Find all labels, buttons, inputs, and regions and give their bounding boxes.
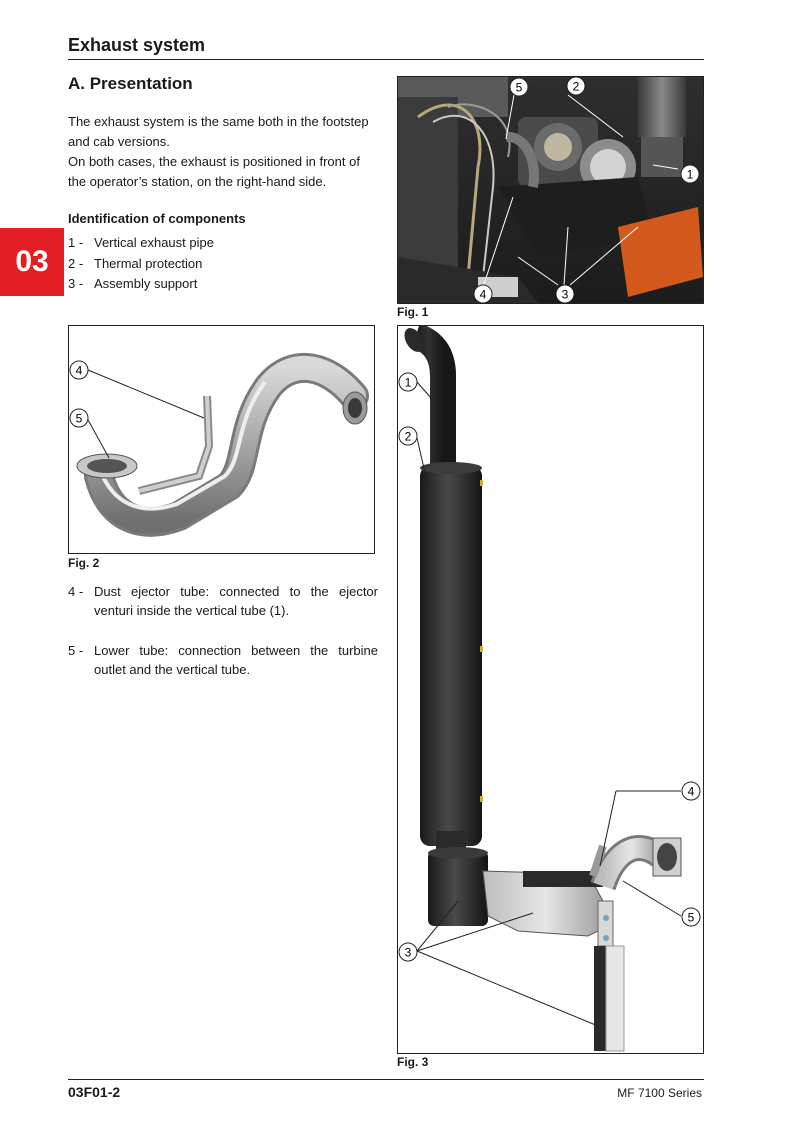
item-label: Assembly support [94,276,198,291]
note-5 [68,641,378,679]
callout-4 [682,782,700,800]
callout-5 [70,409,88,427]
item-label: Thermal protection [94,255,203,271]
intro-paragraph-1: The exhaust system is the same both in the footstep and cab versions. [68,114,369,149]
item-number: 3 - [68,276,84,291]
svg-text:2: 2 [572,79,580,94]
svg-text:4: 4 [75,363,83,378]
svg-text:5: 5 [515,80,523,95]
svg-text:3: 3 [404,945,412,960]
svg-text:1: 1 [686,167,694,182]
figure-3 [397,325,704,1054]
item-label: Vertical exhaust pipe [94,235,214,250]
figure-2 [68,325,375,554]
chapter-tab: 03 [0,228,64,296]
figure-1-image [398,77,703,303]
footer-rule [68,1079,704,1080]
svg-text:4: 4 [687,784,695,799]
note-text: Lower tube: connection between the turbine outlet and the vertical tube. [94,643,378,677]
item-number: 1 - [68,235,84,250]
svg-text:3: 3 [561,287,569,302]
svg-text:2: 2 [404,429,412,444]
intro-paragraph-2: On both cases, the exhaust is positioned in front of the operator’s station, on the right-hand side. [68,154,360,189]
callout-5 [682,908,700,926]
figure-3-label: Fig. 3 [397,1055,429,1069]
figure-1 [397,76,704,304]
callout-2 [399,427,417,445]
note-text: Dust ejector tube: connected to the ejector venturi inside the vertical tube (1). [94,584,378,618]
callout-3 [556,285,574,303]
svg-text:1: 1 [404,375,412,390]
figure-3-image [398,326,703,1053]
footer-series: MF 7100 Series [617,1086,702,1100]
intro-text [68,112,378,192]
callout-5 [510,78,528,96]
figure-2-image [69,326,374,553]
callout-4 [70,361,88,379]
identification-heading: Identification of components [68,211,246,226]
note-number: 5 - [68,643,84,658]
svg-text:4: 4 [479,287,487,302]
callout-3 [399,943,417,961]
note-4 [68,582,378,620]
section-title: A. Presentation [68,74,193,93]
header-rule [68,59,704,60]
callout-1 [681,165,699,183]
note-number: 4 - [68,584,84,599]
item-number: 2 - [68,255,84,271]
svg-text:5: 5 [75,411,83,426]
footer-page-code: 03F01-2 [68,1084,121,1100]
identification-list [68,233,214,295]
callout-2 [567,77,585,95]
page-title: Exhaust system [68,35,206,55]
callout-4 [474,285,492,303]
list-item [68,254,214,275]
list-item [68,274,214,295]
callout-1 [399,373,417,391]
figure-1-label: Fig. 1 [397,305,429,319]
figure-2-label: Fig. 2 [68,556,100,570]
svg-text:5: 5 [687,910,695,925]
list-item [68,233,214,254]
